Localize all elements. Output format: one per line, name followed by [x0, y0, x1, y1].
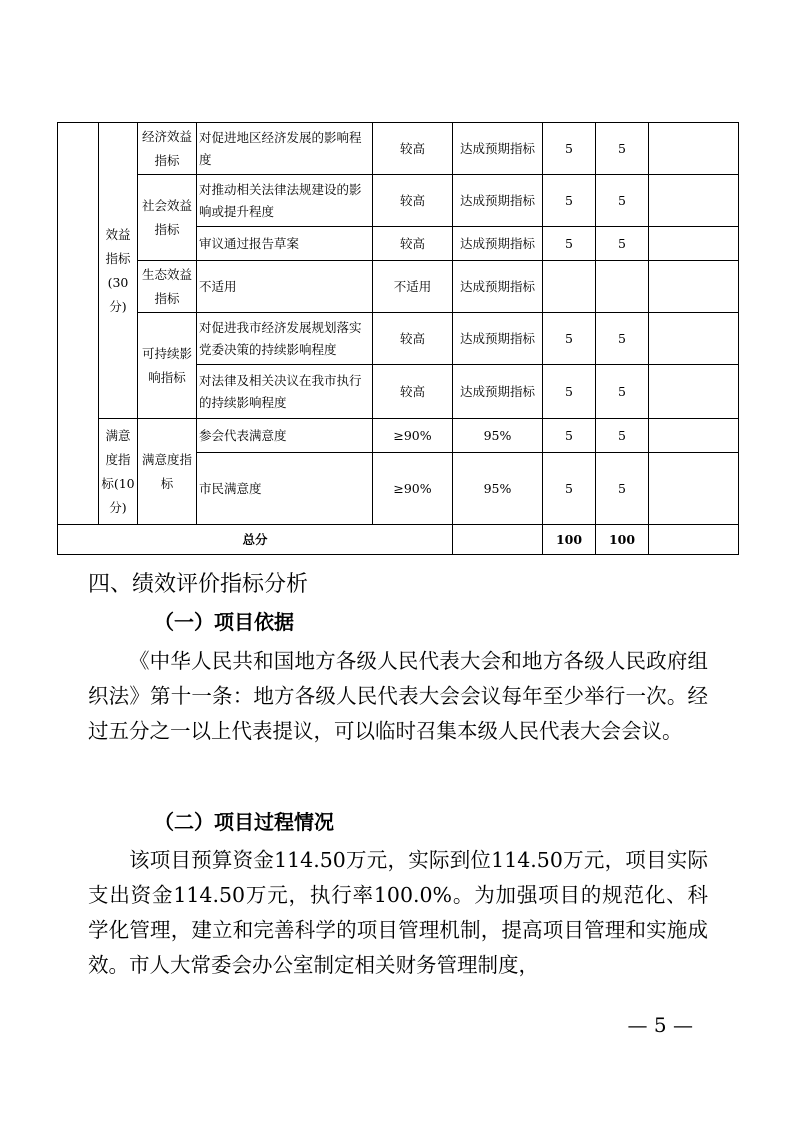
table-cell-level3: 参会代表满意度 — [197, 419, 373, 453]
table-row — [58, 175, 739, 227]
total-score: 100 — [596, 525, 649, 555]
table-cell-score: 5 — [596, 419, 649, 453]
table-cell-weight: 5 — [543, 123, 596, 175]
table-cell-weight: 5 — [543, 419, 596, 453]
table-cell-note — [649, 123, 739, 175]
table-row — [58, 313, 739, 365]
subheading-basis: （一）项目依据 — [154, 610, 294, 634]
table-cell-actual: 95% — [453, 419, 543, 453]
table-cell-level3: 对法律及相关决议在我市执行的持续影响程度 — [197, 365, 373, 419]
table-cell-level2: 可持续影响指标 — [138, 313, 197, 419]
table-cell-weight: 5 — [543, 227, 596, 261]
table-cell-level1: 效益指标(30分) — [99, 123, 138, 419]
table-cell-score: 5 — [596, 175, 649, 227]
table-cell-level3: 审议通过报告草案 — [197, 227, 373, 261]
table-cell-actual: 达成预期指标 — [453, 261, 543, 313]
table-cell-actual: 达成预期指标 — [453, 123, 543, 175]
table-cell-target: 较高 — [373, 227, 453, 261]
table-cell-blank — [58, 123, 99, 525]
table-cell-level2: 经济效益指标 — [138, 123, 197, 175]
table-cell-level3: 对促进我市经济发展规划落实党委决策的持续影响程度 — [197, 313, 373, 365]
table-cell-score: 5 — [596, 453, 649, 525]
table-cell-target: 较高 — [373, 365, 453, 419]
subheading-process: （二）项目过程情况 — [154, 810, 334, 834]
table-cell-level3: 市民满意度 — [197, 453, 373, 525]
table-row — [58, 123, 739, 175]
table-cell-level3: 对促进地区经济发展的影响程度 — [197, 123, 373, 175]
table-cell-target: 较高 — [373, 313, 453, 365]
table-cell-score: 5 — [596, 365, 649, 419]
table-cell-actual: 95% — [453, 453, 543, 525]
table-cell-target: 不适用 — [373, 261, 453, 313]
paragraph-basis: 《中华人民共和国地方各级人民代表大会和地方各级人民政府组织法》第十一条：地方各级人民代表大会会议每年至少举行一次。经过五分之一以上代表提议，可以临时召集本级人民代表大会会议。 — [88, 649, 708, 743]
table-cell-blank — [649, 525, 739, 555]
table-cell-level2: 社会效益指标 — [138, 175, 197, 261]
table-cell-level3: 不适用 — [197, 261, 373, 313]
table-cell-note — [649, 261, 739, 313]
paragraph-process: 该项目预算资金114.50万元，实际到位114.50万元，项目实际支出资金114.50万元，执行率100.0%。为加强项目的规范化、科学化管理，建立和完善科学的项目管理机制，提高项目管理和实施成效。市人大常委会办公室制定相关财务管理制度， — [88, 848, 708, 977]
table-cell-target: ≥90% — [373, 419, 453, 453]
table-cell-weight: 5 — [543, 175, 596, 227]
table-cell-weight: 5 — [543, 365, 596, 419]
table-cell-score: 5 — [596, 313, 649, 365]
table-cell-note — [649, 419, 739, 453]
table-cell-level3: 对推动相关法律法规建设的影响或提升程度 — [197, 175, 373, 227]
table-cell-note — [649, 175, 739, 227]
page-number: — 5 — — [627, 1013, 693, 1037]
total-row — [58, 525, 739, 555]
table-cell-blank — [453, 525, 543, 555]
table-cell-note — [649, 365, 739, 419]
table-row — [58, 419, 739, 453]
table-cell-actual: 达成预期指标 — [453, 175, 543, 227]
table-cell-target: 较高 — [373, 123, 453, 175]
table-cell-actual: 达成预期指标 — [453, 365, 543, 419]
table-cell-note — [649, 227, 739, 261]
table-cell-actual: 达成预期指标 — [453, 227, 543, 261]
table-cell-level2: 满意度指标 — [138, 419, 197, 525]
table-cell-weight — [543, 261, 596, 313]
table-cell-score: 5 — [596, 227, 649, 261]
table-cell-note — [649, 453, 739, 525]
table-cell-weight: 5 — [543, 313, 596, 365]
table-cell-level2: 生态效益指标 — [138, 261, 197, 313]
total-label: 总分 — [58, 525, 453, 555]
table-row — [58, 261, 739, 313]
section-heading: 四、绩效评价指标分析 — [88, 572, 309, 597]
table-cell-target: ≥90% — [373, 453, 453, 525]
table-cell-target: 较高 — [373, 175, 453, 227]
table-cell-note — [649, 313, 739, 365]
table-cell-actual: 达成预期指标 — [453, 313, 543, 365]
table-cell-weight: 5 — [543, 453, 596, 525]
total-weight: 100 — [543, 525, 596, 555]
table-cell-score: 5 — [596, 123, 649, 175]
table-cell-score — [596, 261, 649, 313]
performance-table — [57, 122, 739, 555]
table-cell-level1: 满意度指标(10分) — [99, 419, 138, 525]
